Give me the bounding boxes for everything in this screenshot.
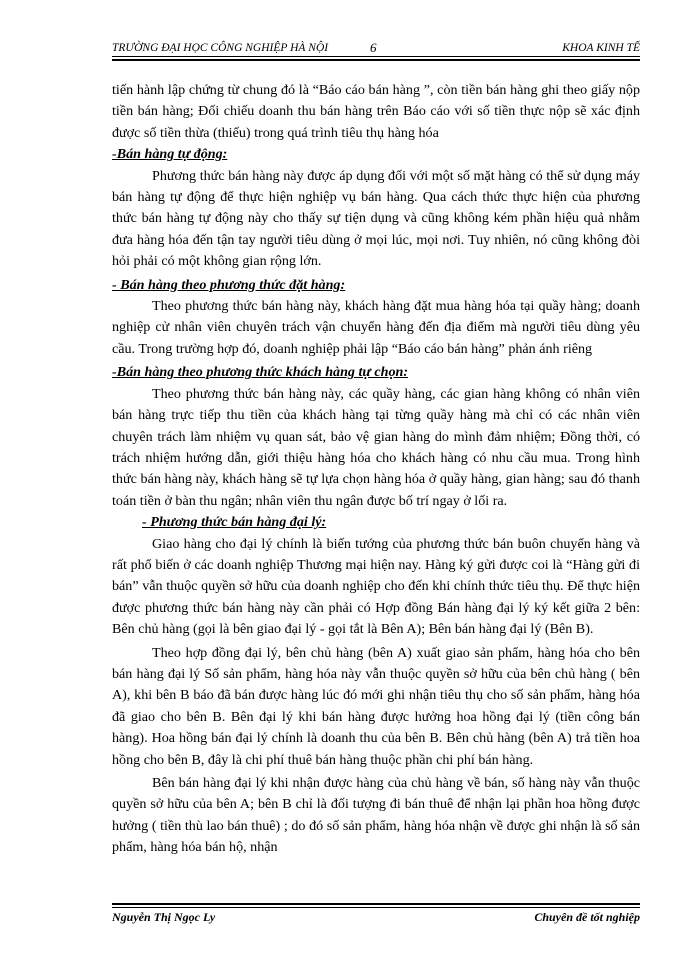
paragraph: tiến hành lập chứng từ chung đó là “Báo cáo bán hàng ”, còn tiền bán hàng ghi theo giấy nộp tiền bán hàng; Đối chiếu doanh thu bán hàng trên Báo cáo với số tiền thực nộp sẽ xác định được số tiền thừa (thiếu) trong quá trình tiêu thụ hàng hóa [112,82,640,141]
footer-title: Chuyên đề tốt nghiệp [534,910,640,924]
header-school: TRƯỜNG ĐẠI HỌC CÔNG NGHIỆP HÀ NỘI [112,42,329,54]
section-heading-order-sales: - Bán hàng theo phương thức đặt hàng: [112,276,346,293]
paragraph: Theo phương thức bán hàng này, khách hàng đặt mua hàng hóa tại quầy hàng; doanh nghiệp cử nhân viên chuyên trách vận chuyển hàng đến địa điểm mà người tiêu dùng yêu cầu. Trong trường hợp đó, doanh nghiệp phải lập “Báo cáo bán hàng” phản ánh riêng [112,298,640,357]
section-heading-self-service-sales: -Bán hàng theo phương thức khách hàng tự chọn: [112,364,409,381]
page-footer [112,903,640,923]
paragraph: Theo phương thức bán hàng này, các quầy hàng, các gian hàng không có nhân viên bán hàng trực tiếp thu tiền của khách hàng tại từng quầy hàng mà chỉ có các nhân viên chuyên trách làm nhiệm vụ quan sát, bảo vệ gian hàng do mình đảm nhiệm; Đồng thời, có trách nhiệm hướng dẫn, giới thiệu hàng hóa cho khách hàng có nhu cầu mua. Trong hình thức bán hàng này, khách hàng sẽ tự lựa chọn hàng hóa ở quầy hàng, gian hàng; sau đó thanh toán tiền ở bàn thu ngân; nhân viên thu ngân được bố trí ngay ở lối ra. [112,385,640,509]
page-header [112,38,640,58]
footer-rule-thin [112,907,640,908]
section-heading-automatic-sales: -Bán hàng tự động: [112,146,228,163]
paragraph: Theo hợp đồng đại lý, bên chủ hàng (bên A) xuất giao sản phẩm, hàng hóa cho bên bán hàng đại lý Số sản phẩm, hàng hóa này vẫn thuộc quyền sở hữu của bên chủ hàng ( bên A), khi bên B báo đã bán được hàng lúc đó mới ghi nhận tiêu thụ cho số sản phẩm, hàng hóa đã giao cho bên B. Bên đại lý khi bán hàng được hưởng hoa hồng đại lý (tiền công bán hàng). Hoa hồng bán đại lý chính là doanh thu của bên B. Bên chủ hàng (bên A) trả tiền hoa hồng cho bên B, đây là chi phí thuê bán hàng thuộc phần chi phí bán hàng. [112,644,640,768]
header-page-number: 6 [370,40,377,55]
paragraph: Phương thức bán hàng này được áp dụng đối với một số mặt hàng có thể sử dụng máy bán hàng tự động để thực hiện nghiệp vụ bán hàng. Qua cách thức thực hiện của phương thức bán hàng tự động này cho thấy sự tiện dụng và cũng không kém phần hiệu quả nhằm đưa hàng hóa đến tận tay người tiêu dùng ở mọi lúc, mọi nơi. Tuy nhiên, nó cũng không đòi hỏi phải có một không gian rộng lớn. [112,167,640,270]
section-heading-agency-sales: - Phương thức bán hàng đại lý: [142,514,327,531]
header-rule-thick [112,59,640,61]
paragraph: Bên bán hàng đại lý khi nhận được hàng của chủ hàng về bán, số hàng này vẫn thuộc quyền sở hữu của bên A; bên B chỉ là đối tượng đi bán thuê để nhận lại phần hoa hồng được hưởng ( tiền thù lao bán thuê) ; do đó số sản phẩm, hàng hóa nhận về được ghi nhận là số sản phẩm, hàng hóa bán hộ, nhận [112,775,640,856]
header-rule-thin [112,56,640,57]
footer-author: Nguyễn Thị Ngọc Ly [112,910,216,924]
document-body [112,80,640,859]
header-faculty: KHOA KINH TẾ [562,42,640,54]
paragraph: Giao hàng cho đại lý chính là biến tướng của phương thức bán buôn chuyển hàng và rất phổ biến ở các doanh nghiệp Thương mại hiện nay. Hàng ký gửi được coi là “Hàng gửi đi bán” vẫn thuộc quyền sở hữu của doanh nghiệp cho đến khi chính thức tiêu thụ. Để thực hiện được phương thức bán hàng này cần phải có Hợp đồng Bán hàng đại lý ký kết giữa 2 bên: Bên chủ hàng (gọi là bên giao đại lý - gọi tắt là Bên A); Bên bán hàng đại lý (Bên B). [112,535,640,638]
footer-rule-thick [112,903,640,905]
